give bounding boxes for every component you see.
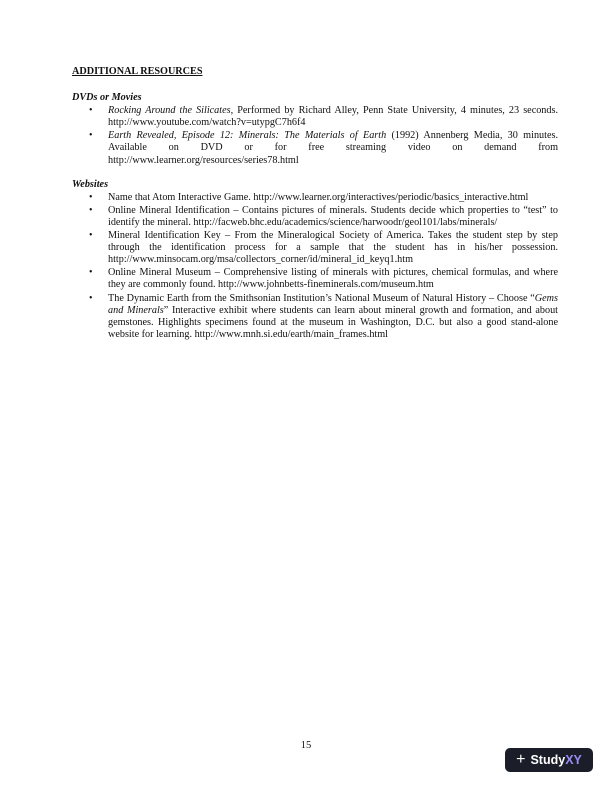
website-entry: Online Mineral Museum – Comprehensive listing of minerals with pictures, chemical formulas, and where they are commonly found. http://www.johnbetts-fineminerals.com/museum.htm: [108, 267, 558, 291]
list-item: [72, 192, 558, 204]
website-entry-part: The Dynamic Earth from the Smithsonian Institution’s National Museum of Natural History – Choose “: [108, 292, 535, 304]
dvd-title: Rocking Around the Silicates,: [108, 105, 234, 117]
dvd-description: (1992) Annenberg Media, 30 minutes. Available on DVD or for free streaming video on demand from http://www.learner.org/resources/series78.html: [108, 130, 558, 166]
exhibit-title: Gems and Minerals: [108, 292, 558, 316]
list-item: [72, 267, 558, 291]
list-item: [72, 293, 558, 341]
list-item: [72, 205, 558, 229]
document-body: [72, 66, 558, 353]
dvd-title: Earth Revealed, Episode 12: Minerals: The Materials of Earth: [108, 130, 387, 142]
plus-icon: +: [516, 751, 526, 768]
bullet-icon: •: [89, 105, 93, 117]
logo-text-accent: XY: [565, 753, 582, 767]
dvds-list: [72, 105, 558, 166]
bullet-icon: •: [89, 130, 93, 142]
website-entry: Name that Atom Interactive Game. http://www.learner.org/interactives/periodic/basics_interactive.html: [108, 191, 529, 203]
bullet-icon: •: [89, 204, 93, 216]
list-item: [72, 105, 558, 129]
dvds-heading: DVDs or Movies: [72, 92, 142, 104]
dvd-description: Performed by Richard Alley, Penn State University, 4 minutes, 23 seconds. http://www.youtube.com/watch?v=utypgC7h6f4: [108, 105, 559, 129]
bullet-icon: •: [89, 267, 93, 279]
list-item: [72, 130, 558, 166]
studyxy-logo-badge[interactable]: [505, 748, 593, 772]
list-item: [72, 230, 558, 266]
section-title: ADDITIONAL RESOURCES: [72, 66, 203, 77]
website-entry: Mineral Identification Key – From the Mineralogical Society of America. Takes the student step by step through the identification process for a sample that the student has in his/her possession. http://www.minsocam.org/msa/collectors_corner/id/mineral_id_keyq1.htm: [108, 230, 558, 266]
websites-heading: Websites: [72, 178, 109, 190]
website-entry-part: ” Interactive exhibit where students can learn about mineral growth and formation, and about gemstones. Highlights specimens found at the museum in Washington, D.C. but also a good stand-alone website for learning. http://www.mnh.si.edu/earth/main_frames.html: [108, 304, 558, 340]
bullet-icon: •: [89, 191, 93, 203]
page-number: 15: [300, 740, 312, 751]
website-entry: Online Mineral Identification – Contains pictures of minerals. Students decide which properties to “test” to identify the mineral. http://facweb.bhc.edu/academics/science/harwoodr/geol101/labs/minerals/: [108, 204, 558, 228]
websites-list: [72, 192, 558, 341]
logo-text-main: Study: [530, 753, 566, 767]
bullet-icon: •: [89, 292, 93, 304]
bullet-icon: •: [89, 230, 93, 242]
